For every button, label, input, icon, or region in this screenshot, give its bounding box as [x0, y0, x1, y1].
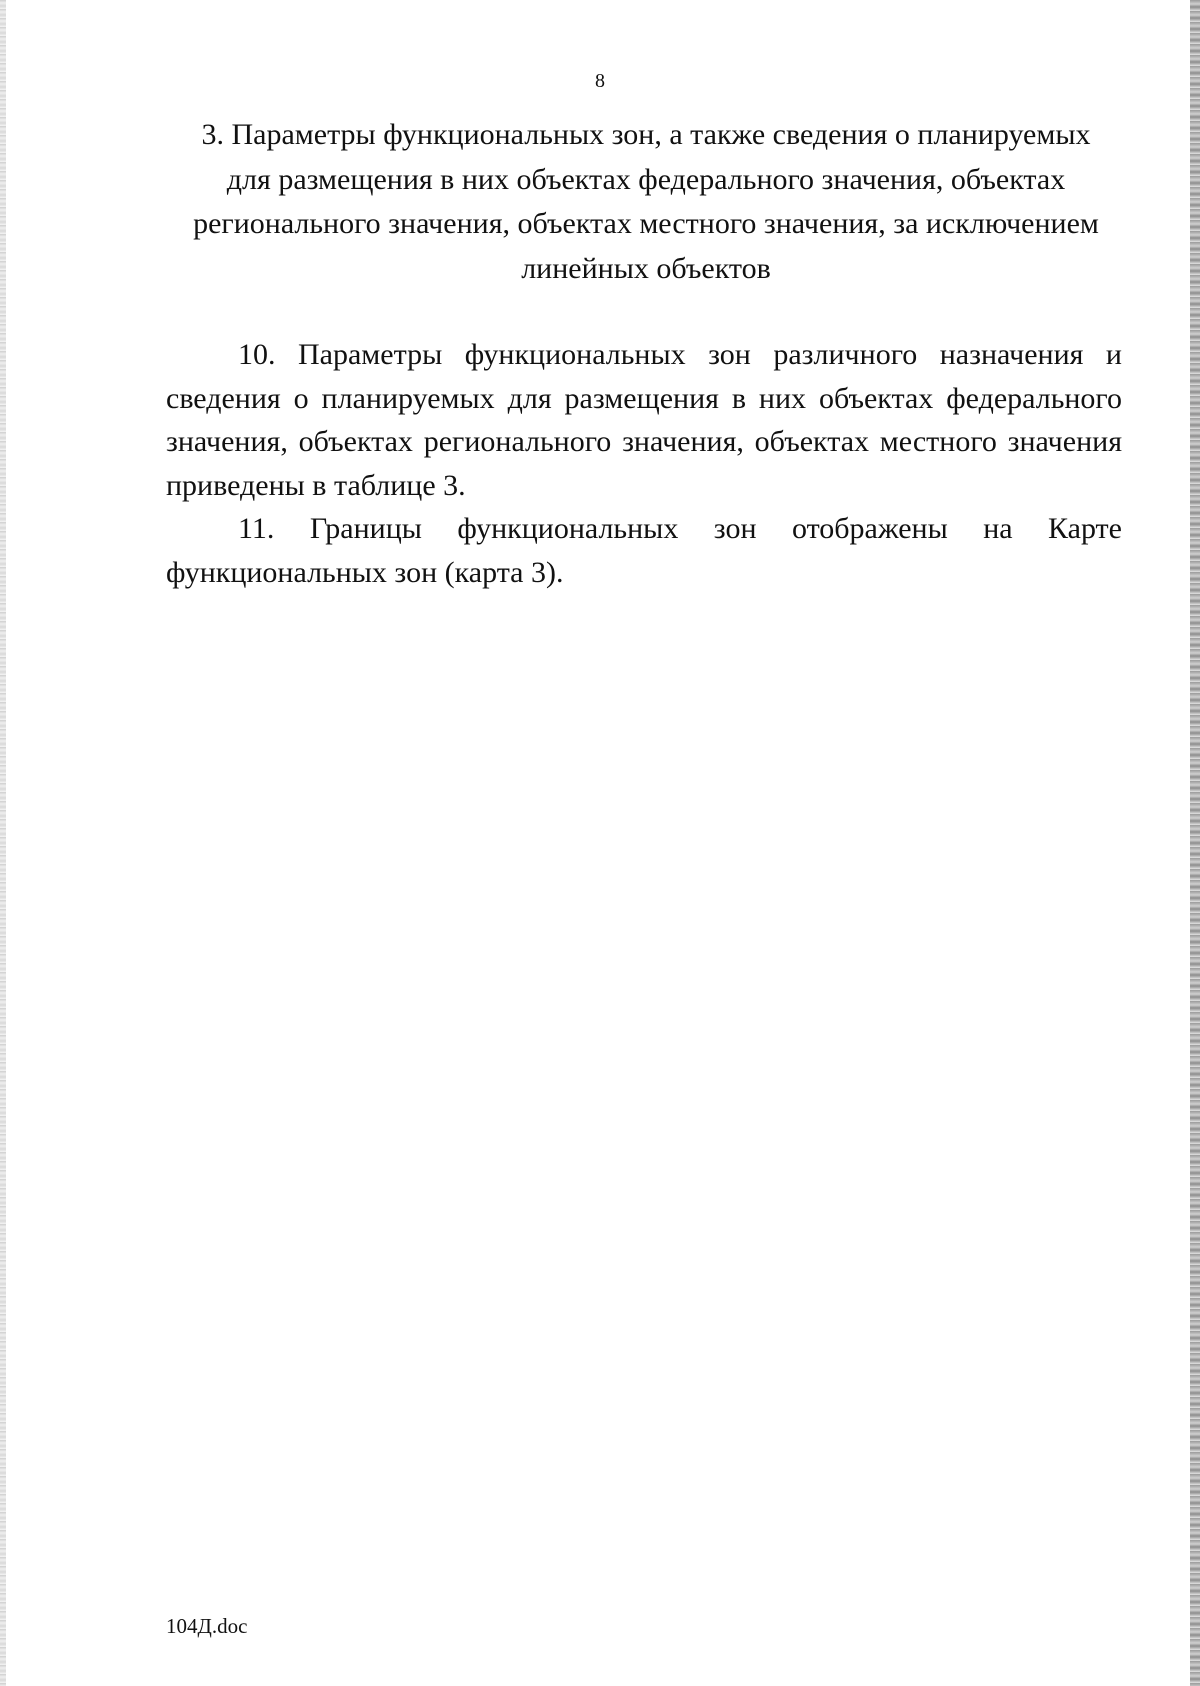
footer-filename: 104Д.doc: [166, 1614, 248, 1638]
heading-line: 3. Параметры функциональных зон, а также сведения о планируемых: [201, 118, 1091, 151]
paragraph-11: 11. Границы функциональных зон отображены на Карте функциональных зон (карта 3).: [166, 512, 1122, 589]
page-number: 8: [595, 70, 605, 92]
heading-line: линейных объектов: [521, 251, 771, 285]
heading-line: для размещения в них объектах федерального значения, объектах: [226, 162, 1066, 196]
section-heading: [166, 113, 1126, 291]
heading-line: регионального значения, объектах местного значения, за исключением: [193, 207, 1099, 240]
scan-edge-left: [0, 0, 6, 1686]
scan-edge-right: [1190, 0, 1200, 1686]
body-text: [166, 333, 1122, 594]
paragraph-10: 10. Параметры функциональных зон различного назначения и сведения о планируемых для размещения в них объектах федерального значения, объектах регионального значения, объектах местного значения приведены в таблице 3.: [166, 338, 1122, 502]
